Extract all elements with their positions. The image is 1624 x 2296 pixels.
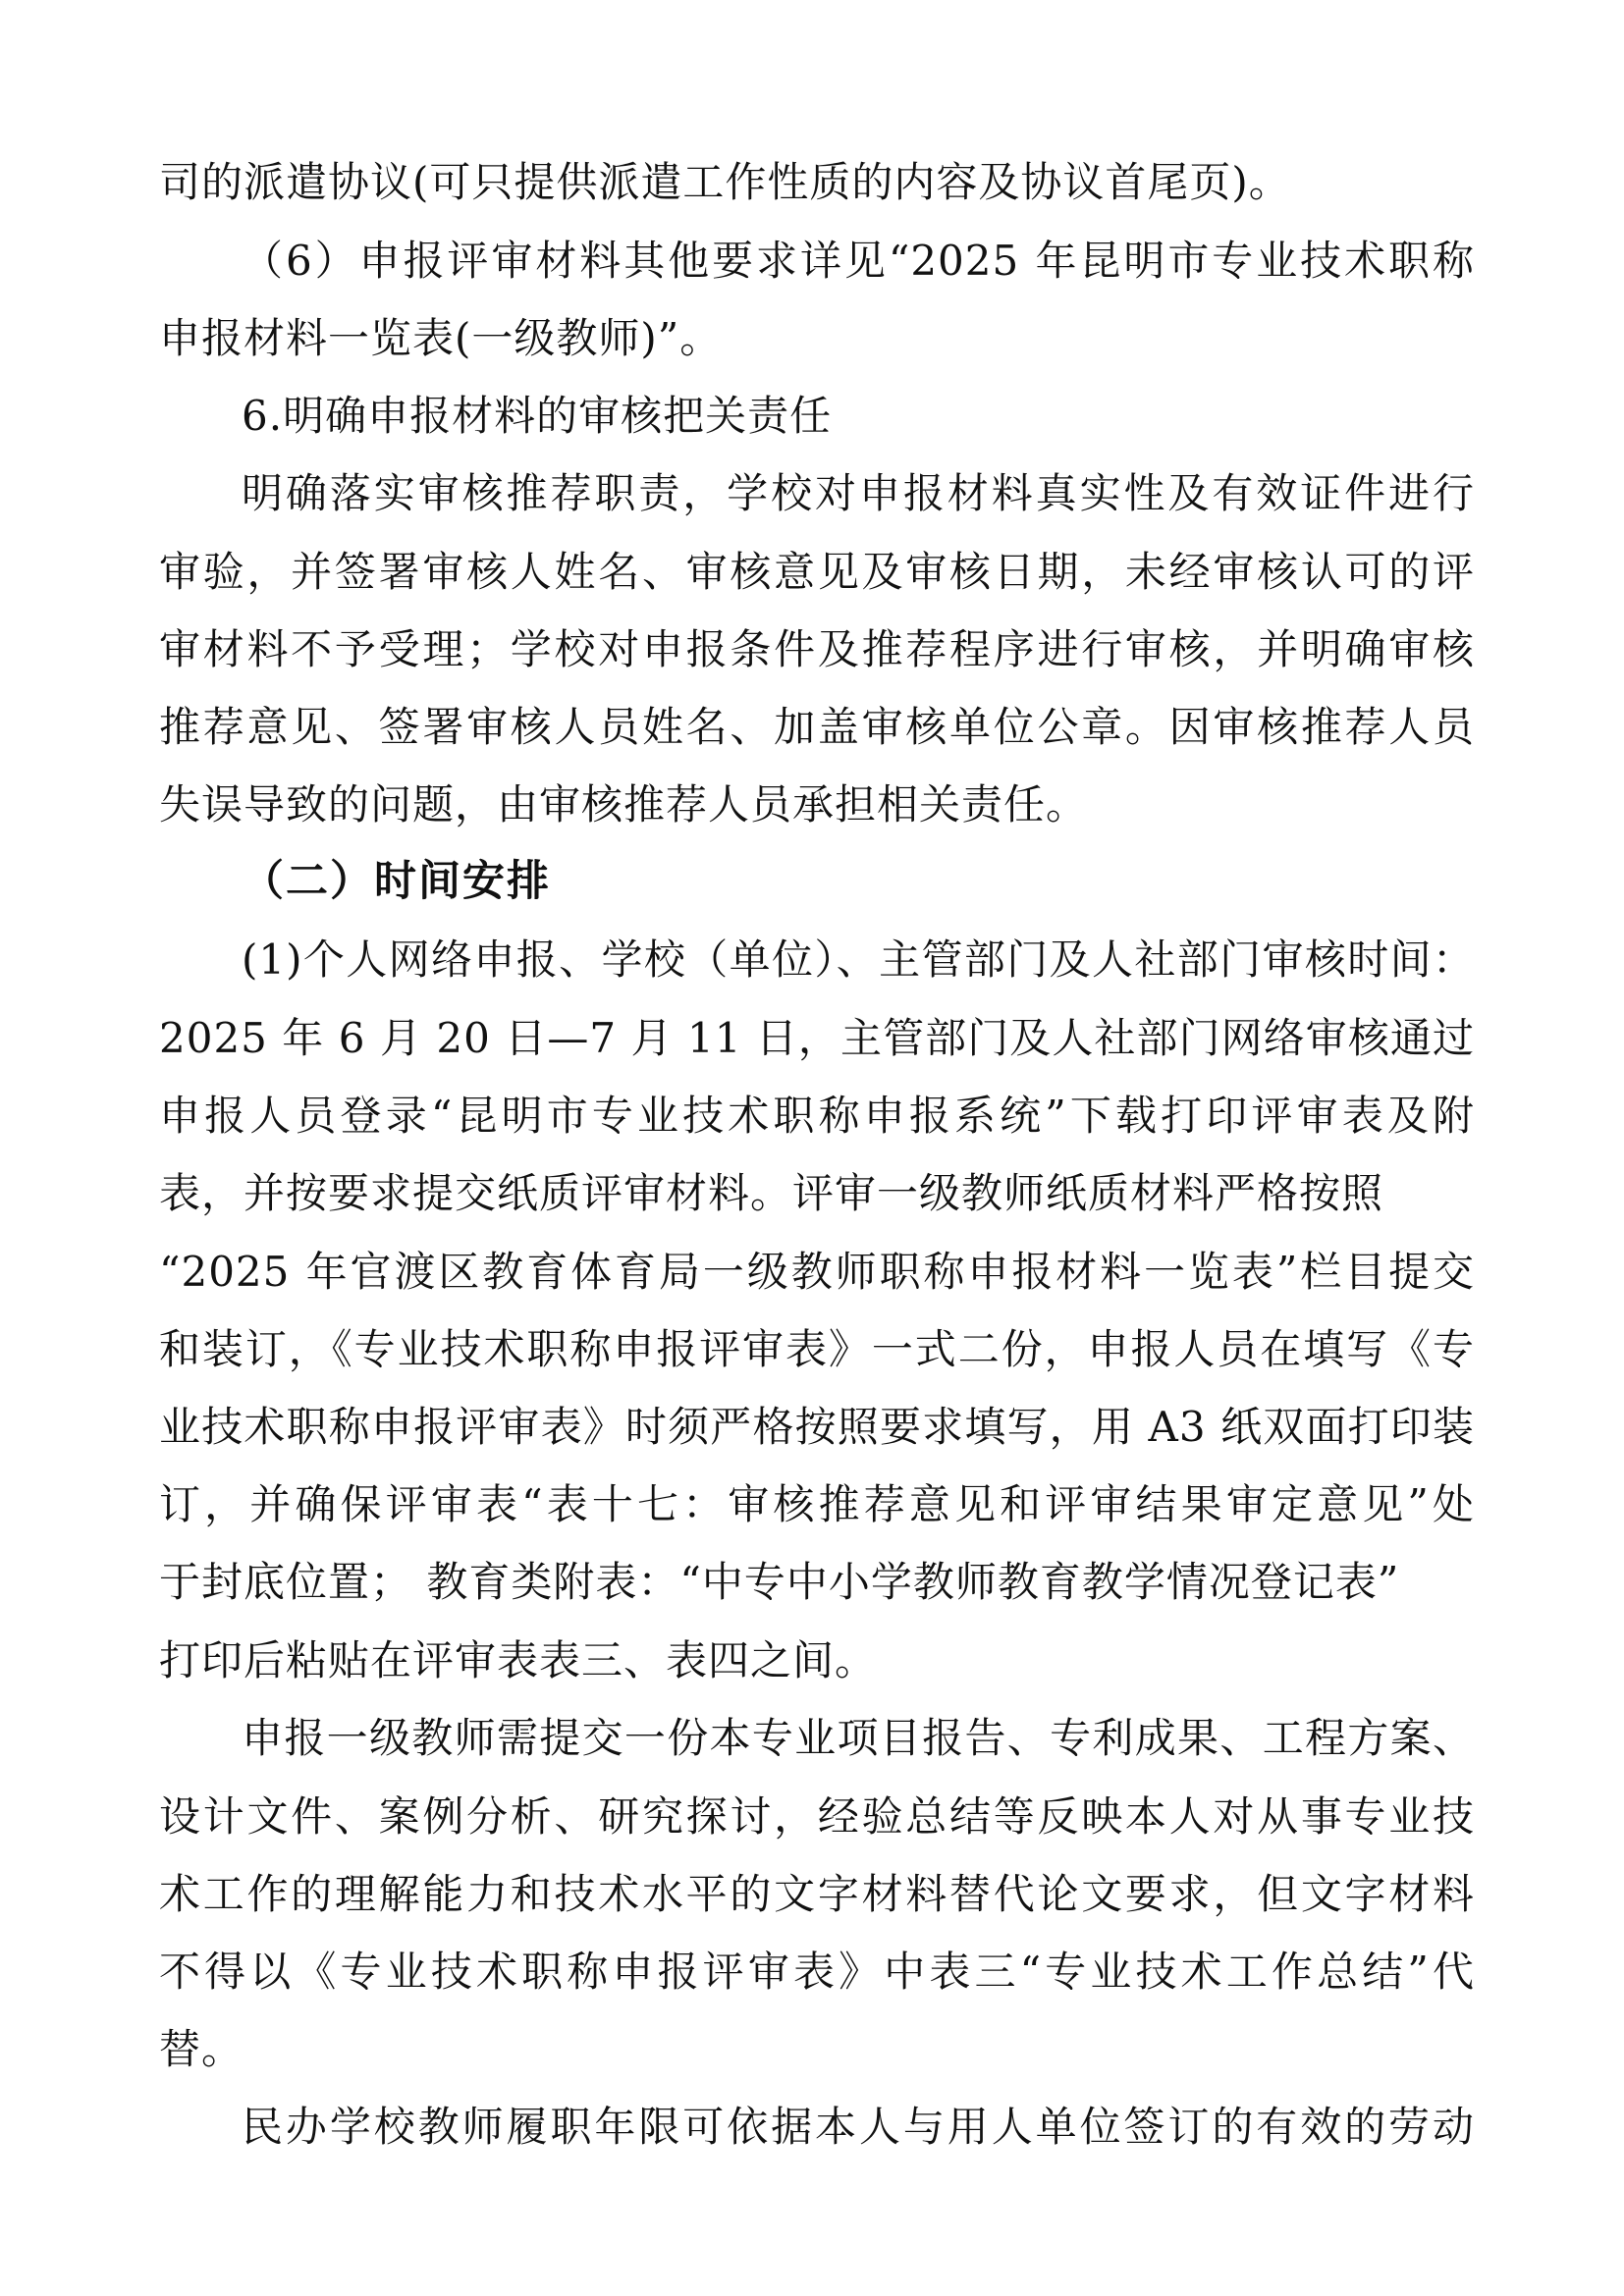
section-heading: （二）时间安排 bbox=[242, 857, 551, 906]
text-line: 明确落实审核推荐职责，学校对申报材料真实性及有效证件进行 bbox=[242, 469, 1475, 517]
text-line: 术工作的理解能力和技术水平的文字材料替代论文要求，但文字材料 bbox=[159, 1870, 1475, 1918]
text-line: 业技术职称申报评审表》时须严格按照要求填写，用 A3 纸双面打印装 bbox=[159, 1403, 1475, 1451]
text-line: 2025 年 6 月 20 日—7 月 11 日，主管部门及人社部门网络审核通过 bbox=[159, 1014, 1475, 1062]
text-line: 不得以《专业技术职称申报评审表》中表三“专业技术工作总结”代 bbox=[159, 1948, 1475, 1996]
text-line: 申报一级教师需提交一份本专业项目报告、专利成果、工程方案、 bbox=[242, 1714, 1475, 1762]
text-line: 失误导致的问题，由审核推荐人员承担相关责任。 bbox=[159, 780, 1089, 828]
text-line: （6）申报评审材料其他要求详见“2025 年昆明市专业技术职称 bbox=[242, 237, 1475, 285]
text-line: 表，并按要求提交纸质评审材料。评审一级教师纸质材料严格按照 bbox=[159, 1169, 1384, 1217]
text-line: 打印后粘贴在评审表表三、表四之间。 bbox=[159, 1636, 878, 1684]
text-line: 民办学校教师履职年限可依据本人与用人单位签订的有效的劳动 bbox=[242, 2103, 1475, 2151]
text-line: 和装订，《专业技术职称申报评审表》一式二份，申报人员在填写《专 bbox=[159, 1325, 1475, 1373]
text-line: 司的派遣协议(可只提供派遣工作性质的内容及协议首尾页)。 bbox=[159, 158, 1291, 206]
text-line: 设计文件、案例分析、研究探讨，经验总结等反映本人对从事专业技 bbox=[159, 1792, 1475, 1841]
text-line: 申报材料一览表(一级教师)”。 bbox=[159, 314, 723, 362]
text-line: 审材料不予受理；学校对申报条件及推荐程序进行审核，并明确审核 bbox=[159, 625, 1475, 673]
text-line: 推荐意见、签署审核人员姓名、加盖审核单位公章。因审核推荐人员 bbox=[159, 703, 1475, 751]
text-line: 订，并确保评审表“表十七：审核推荐意见和评审结果审定意见”处 bbox=[159, 1480, 1475, 1528]
text-line: 于封底位置； 教育类附表：“中专中小学教师教育教学情况登记表” bbox=[159, 1558, 1400, 1606]
text-line: 替。 bbox=[159, 2025, 244, 2073]
subsection-heading: 6.明确申报材料的审核把关责任 bbox=[242, 392, 833, 440]
text-line: “2025 年官渡区教育体育局一级教师职称申报材料一览表”栏目提交 bbox=[159, 1248, 1475, 1296]
text-line: (1)个人网络申报、学校（单位）、主管部门及人社部门审核时间： bbox=[242, 935, 1475, 984]
text-line: 申报人员登录“昆明市专业技术职称申报系统”下载打印评审表及附 bbox=[159, 1092, 1475, 1140]
text-line: 审验，并签署审核人姓名、审核意见及审核日期，未经审核认可的评 bbox=[159, 548, 1475, 596]
